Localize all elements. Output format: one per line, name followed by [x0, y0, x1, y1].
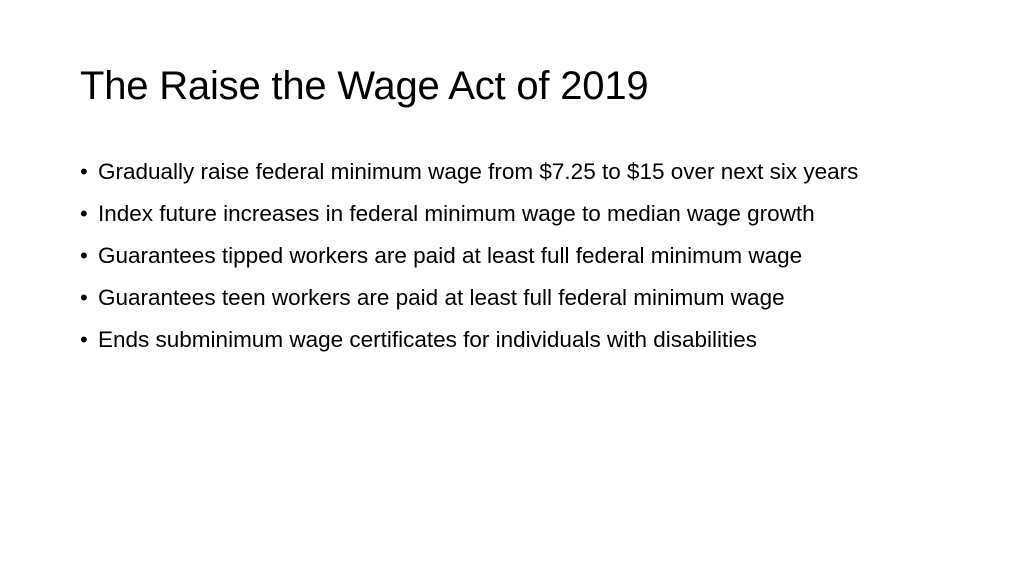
bullet-text: Guarantees teen workers are paid at least full federal minimum wage — [98, 285, 785, 310]
slide-title: The Raise the Wage Act of 2019 — [80, 64, 649, 108]
bullet-icon: • — [80, 201, 88, 226]
bullet-text: Index future increases in federal minimum wage to median wage growth — [98, 201, 815, 226]
bullet-item — [80, 240, 960, 271]
bullet-item — [80, 156, 960, 187]
bullet-text: Ends subminimum wage certificates for individuals with disabilities — [98, 327, 758, 352]
bullet-icon: • — [80, 159, 88, 184]
bullet-item — [80, 282, 960, 313]
bullet-text: Gradually raise federal minimum wage from $7.25 to $15 over next six years — [98, 159, 859, 184]
bullet-item — [80, 198, 960, 229]
bullet-item — [80, 324, 960, 355]
bullet-text: Guarantees tipped workers are paid at least full federal minimum wage — [98, 243, 803, 268]
bullet-icon: • — [80, 285, 88, 310]
bullet-icon: • — [80, 243, 88, 268]
bullet-icon: • — [80, 327, 88, 352]
bullet-list — [80, 156, 960, 366]
